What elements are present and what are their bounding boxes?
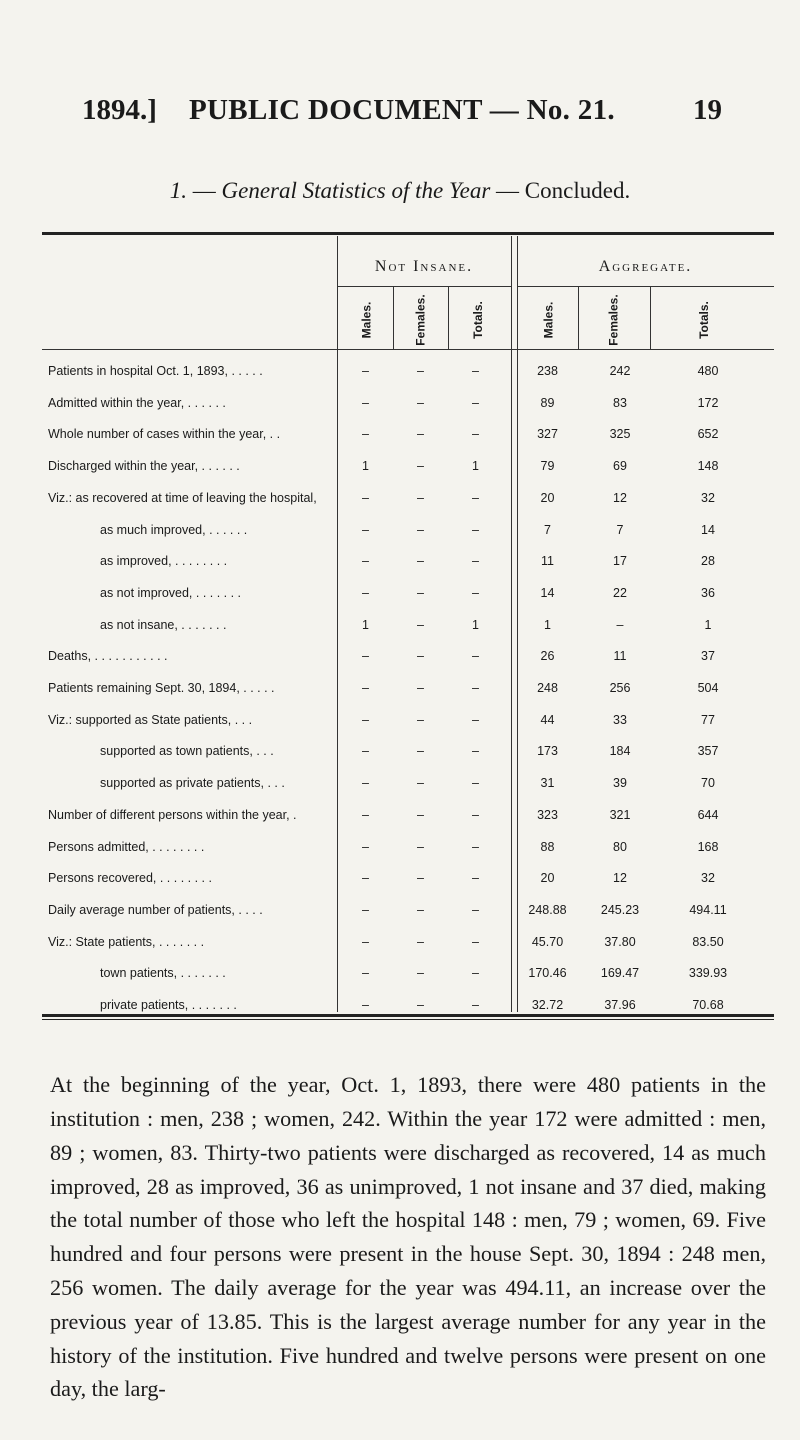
- subhead-females: Females.: [607, 294, 621, 346]
- table-cell: 69: [613, 459, 627, 473]
- column-divider: [448, 287, 449, 349]
- table-cell: 88: [540, 840, 555, 854]
- table-cell: 12: [613, 871, 627, 885]
- table-cell: 37: [701, 649, 715, 663]
- subhead-totals: Totals.: [471, 301, 485, 339]
- table-cell: –: [362, 998, 369, 1012]
- table-cell: –: [362, 427, 369, 441]
- table-cell: –: [362, 649, 369, 663]
- table-row: [0, 586, 800, 606]
- table-cell: 1: [704, 618, 712, 632]
- table-cell: –: [417, 998, 424, 1012]
- table-cell: –: [362, 586, 369, 600]
- table-cell: –: [417, 935, 424, 949]
- table-cell: –: [362, 713, 369, 727]
- row-label: as improved, . . . . . . . .: [100, 554, 228, 568]
- table-cell: 12: [613, 491, 627, 505]
- group-header-not-insane: Not Insane.: [374, 258, 474, 275]
- table-cell: 7: [616, 523, 624, 537]
- header-title: PUBLIC DOCUMENT — No. 21.: [189, 94, 615, 126]
- table-cell: 184: [609, 744, 631, 758]
- table-cell: –: [417, 744, 424, 758]
- body-paragraph: At the beginning of the year, Oct. 1, 1893, there were 480 patients in the institution : men, 238 ; women, 242. Within the year 172 were admitted : men, 89 ; women, 83. Thirty-two patients were discharged as recovered, 14 as much improved, 28 as improved, 36 as unimproved, 1 not insane and 37 died, making the total number of those who left the hospital 148 : men, 79 ; women, 69. Five hundred and four persons were present in the house Sept. 30, 1894 : 248 men, 256 women. The daily average for the year was 494.11, an increase over the previous year of 13.85. This is the largest average number for any year in the history of the institution. Five hundred and twelve persons were present on one day, the larg-: [50, 1072, 766, 1402]
- table-cell: 248: [537, 681, 558, 695]
- table-row: [0, 871, 800, 891]
- table-cell: 32.72: [531, 998, 564, 1012]
- table-cell: 26: [540, 649, 555, 663]
- table-cell: –: [472, 427, 479, 441]
- table-row: [0, 808, 800, 828]
- table-title-main: General Statistics of the Year: [221, 178, 491, 203]
- table-row: [0, 523, 800, 543]
- table-cell: –: [472, 649, 479, 663]
- table-top-rule: [42, 232, 774, 235]
- table-cell: –: [417, 871, 424, 885]
- table-cell: –: [472, 396, 479, 410]
- table-cell: 1: [544, 618, 551, 632]
- row-label: Viz.: State patients, . . . . . . .: [48, 935, 205, 949]
- table-cell: 80: [613, 840, 627, 854]
- table-cell: 14: [701, 523, 715, 537]
- table-cell: 245.23: [600, 903, 640, 917]
- table-cell: 17: [613, 554, 627, 568]
- table-row: [0, 427, 800, 447]
- table-number: 1.: [169, 178, 188, 203]
- table-cell: –: [362, 744, 369, 758]
- row-label: town patients, . . . . . . .: [100, 966, 226, 980]
- table-bottom-rule: [42, 1014, 774, 1017]
- table-cell: 32: [701, 491, 715, 505]
- table-cell: 321: [609, 808, 631, 822]
- table-row: [0, 459, 800, 479]
- table-cell: –: [417, 491, 424, 505]
- table-row: [0, 554, 800, 574]
- table-cell: –: [362, 396, 369, 410]
- subhead-males: Males.: [541, 301, 555, 339]
- table-title-suffix: — Concluded.: [490, 178, 631, 203]
- table-cell: 644: [697, 808, 719, 822]
- row-label: Admitted within the year, . . . . . .: [48, 396, 226, 410]
- table-row: [0, 935, 800, 955]
- table-cell: 89: [540, 396, 555, 410]
- table-row: [0, 903, 800, 923]
- table-cell: –: [472, 903, 479, 917]
- table-cell: 28: [701, 554, 715, 568]
- row-label: Deaths, . . . . . . . . . . .: [48, 649, 168, 663]
- table-cell: –: [472, 364, 479, 378]
- table-cell: 504: [697, 681, 719, 695]
- table-cell: –: [417, 966, 424, 980]
- table-cell: 14: [540, 586, 555, 600]
- table-cell: 70.68: [692, 998, 724, 1012]
- row-label: private patients, . . . . . . .: [100, 998, 237, 1012]
- table-cell: 83: [613, 396, 627, 410]
- table-cell: –: [362, 776, 369, 790]
- table-cell: 11: [541, 554, 554, 568]
- table-cell: –: [472, 966, 479, 980]
- column-divider: [393, 287, 394, 349]
- table-cell: –: [472, 998, 479, 1012]
- row-label: Discharged within the year, . . . . . .: [48, 459, 240, 473]
- group-underline: [337, 286, 511, 287]
- table-cell: –: [417, 459, 424, 473]
- row-label: Viz.: supported as State patients, . . .: [48, 713, 253, 727]
- table-cell: –: [362, 681, 369, 695]
- table-cell: –: [362, 554, 369, 568]
- table-cell: –: [362, 364, 369, 378]
- table-cell: –: [362, 808, 369, 822]
- table-cell: 70: [701, 776, 715, 790]
- table-cell: –: [417, 840, 424, 854]
- table-cell: 357: [697, 744, 719, 758]
- table-cell: 238: [537, 364, 558, 378]
- table-cell: 37.96: [604, 998, 636, 1012]
- row-label: Whole number of cases within the year, . .: [48, 427, 281, 441]
- table-cell: –: [417, 396, 424, 410]
- table-cell: 39: [613, 776, 627, 790]
- table-cell: –: [362, 935, 369, 949]
- table-cell: –: [472, 808, 479, 822]
- table-cell: 248.88: [528, 903, 567, 917]
- table-row: [0, 776, 800, 796]
- row-label: supported as private patients, . . .: [100, 776, 285, 790]
- group-underline: [517, 286, 774, 287]
- table-cell: –: [417, 427, 424, 441]
- subhead-totals: Totals.: [697, 301, 711, 339]
- row-label: as not improved, . . . . . . .: [100, 586, 242, 600]
- table-cell: 323: [537, 808, 558, 822]
- title-dash: —: [187, 178, 222, 203]
- row-label: Patients in hospital Oct. 1, 1893, . . . . .: [48, 364, 263, 378]
- table-cell: –: [472, 681, 479, 695]
- table-cell: –: [362, 903, 369, 917]
- table-row: [0, 681, 800, 701]
- table-row: [0, 491, 800, 511]
- header-year: 1894.]: [82, 94, 157, 126]
- row-label: as much improved, . . . . . .: [100, 523, 248, 537]
- table-cell: 494.11: [689, 903, 727, 917]
- table-cell: 325: [609, 427, 631, 441]
- row-label: Daily average number of patients, . . . .: [48, 903, 263, 917]
- table-title: [0, 178, 800, 204]
- table-cell: 148: [697, 459, 719, 473]
- table-cell: 31: [540, 776, 555, 790]
- table-cell: –: [417, 586, 424, 600]
- row-label: as not insane, . . . . . . .: [100, 618, 227, 632]
- table-row: [0, 618, 800, 638]
- table-cell: –: [417, 776, 424, 790]
- page-number: 19: [693, 94, 722, 126]
- table-cell: 169.47: [600, 966, 640, 980]
- subhead-females: Females.: [414, 294, 428, 346]
- table-cell: 327: [537, 427, 558, 441]
- table-cell: –: [362, 871, 369, 885]
- table-cell: 1: [362, 459, 369, 473]
- row-label: Viz.: as recovered at time of leaving the hospital,: [48, 491, 317, 505]
- table-cell: –: [472, 554, 479, 568]
- table-cell: –: [472, 523, 479, 537]
- column-divider: [578, 287, 579, 349]
- row-label: supported as town patients, . . .: [100, 744, 274, 758]
- table-cell: 172: [697, 396, 719, 410]
- table-cell: 20: [540, 871, 555, 885]
- running-head: [82, 94, 722, 134]
- table-cell: –: [472, 840, 479, 854]
- table-cell: –: [417, 903, 424, 917]
- table-cell: 7: [544, 523, 551, 537]
- table-row: [0, 840, 800, 860]
- table-cell: –: [417, 523, 424, 537]
- table-cell: 79: [540, 459, 555, 473]
- table-cell: 33: [613, 713, 627, 727]
- table-cell: 480: [697, 364, 719, 378]
- table-cell: –: [472, 713, 479, 727]
- table-cell: 1: [362, 618, 369, 632]
- table-row: [0, 744, 800, 764]
- table-cell: 45.70: [531, 935, 564, 949]
- table-cell: –: [472, 871, 479, 885]
- table-cell: –: [472, 776, 479, 790]
- table-cell: 83.50: [692, 935, 724, 949]
- table-cell: 44: [540, 713, 555, 727]
- table-row: [0, 649, 800, 669]
- subhead-males: Males.: [359, 301, 373, 339]
- table-cell: –: [472, 586, 479, 600]
- table-cell: –: [362, 523, 369, 537]
- row-label: Patients remaining Sept. 30, 1894, . . . . .: [48, 681, 275, 695]
- table-cell: –: [472, 935, 479, 949]
- table-cell: –: [417, 618, 424, 632]
- table-cell: –: [472, 744, 479, 758]
- table-cell: –: [472, 491, 479, 505]
- table-cell: 242: [609, 364, 631, 378]
- table-row: [0, 713, 800, 733]
- table-row: [0, 966, 800, 986]
- row-label: Persons recovered, . . . . . . . .: [48, 871, 212, 885]
- table-cell: 339.93: [688, 966, 728, 980]
- table-row: [0, 396, 800, 416]
- table-cell: 168: [697, 840, 719, 854]
- table-cell: –: [616, 618, 624, 632]
- table-bottom-thin-rule: [42, 1019, 774, 1020]
- table-cell: 22: [613, 586, 627, 600]
- table-cell: –: [362, 491, 369, 505]
- table-cell: –: [417, 554, 424, 568]
- table-cell: –: [417, 681, 424, 695]
- table-cell: 77: [701, 713, 715, 727]
- table-cell: 170.46: [528, 966, 567, 980]
- table-cell: –: [417, 649, 424, 663]
- table-cell: 652: [697, 427, 719, 441]
- table-cell: 1: [472, 459, 479, 473]
- table-cell: 32: [701, 871, 715, 885]
- table-cell: 11: [613, 649, 627, 663]
- table-cell: –: [417, 808, 424, 822]
- table-cell: 1: [472, 618, 479, 632]
- table-cell: –: [362, 966, 369, 980]
- table-cell: –: [417, 364, 424, 378]
- table-cell: 256: [609, 681, 631, 695]
- table-cell: –: [417, 713, 424, 727]
- header-bottom-rule: [42, 349, 774, 350]
- table-cell: 20: [540, 491, 555, 505]
- row-label: Persons admitted, . . . . . . . .: [48, 840, 205, 854]
- row-label: Number of different persons within the year, .: [48, 808, 297, 822]
- table-cell: 37.80: [604, 935, 636, 949]
- group-header-aggregate: Aggregate.: [598, 258, 693, 275]
- table-cell: 173: [537, 744, 558, 758]
- table-cell: 36: [701, 586, 715, 600]
- column-divider: [650, 287, 651, 349]
- table-cell: –: [362, 840, 369, 854]
- table-row: [0, 364, 800, 384]
